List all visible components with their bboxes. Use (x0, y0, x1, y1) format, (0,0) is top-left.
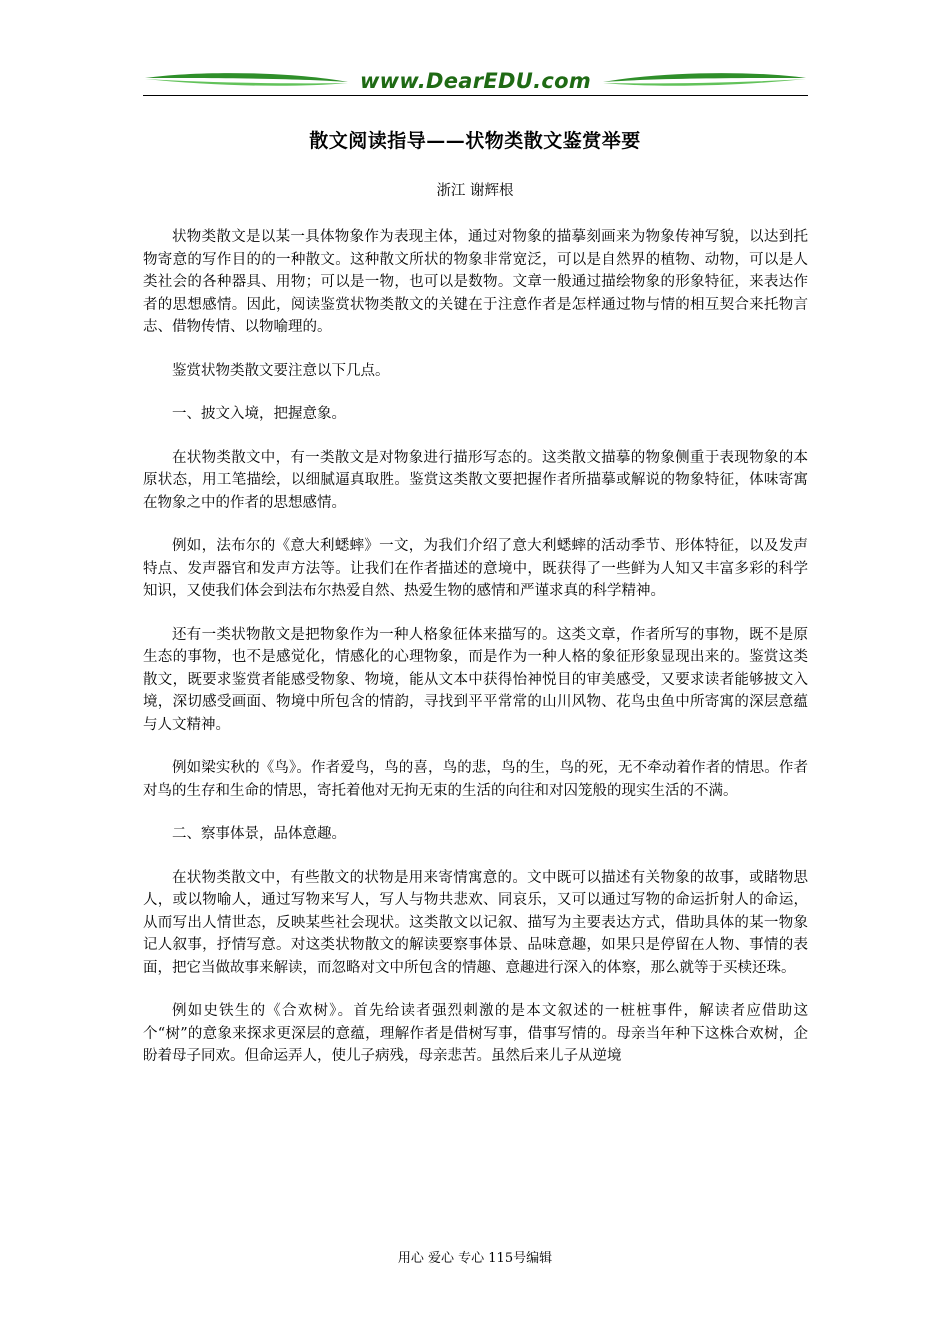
section-heading: 一、披文入境，把握意象。 (172, 406, 346, 422)
paragraph: 在状物类散文中，有些散文的状物是用来寄情寓意的。文中既可以描述有关物象的故事，或睹物思人，或以物喻人，通过写物来写人，写人与物共悲欢、同哀乐，又可以通过写物的命运折射人的命运，从而写出人情世态，反映某些社会现状。这类散文以记叙、描写为主要表达方式，借助具体的某一物象记人叙事，抒情写意。对这类状物散文的解读要察事体景、品味意趣，如果只是停留在人物、事情的表面，把它当做故事来解读，而忽略对文中所包含的情趣、意趣进行深入的体察，那么就等于买椟还珠。 (143, 869, 808, 976)
page-footer: 用心 爱心 专心 115号编辑 (397, 1251, 553, 1266)
paragraph: 在状物类散文中，有一类散文是对物象进行描形写态的。这类散文描摹的物象侧重于表现物象的本原状态，用工笔描绘，以细腻逼真取胜。鉴赏这类散文要把握作者所描摹或解说的物象特征，体味寄寓在物象之中的作者的思想感情。 (143, 449, 808, 511)
section-heading: 二、察事体景，品体意趣。 (172, 826, 346, 842)
paragraph: 例如，法布尔的《意大利蟋蟀》一文，为我们介绍了意大利蟋蟀的活动季节、形体特征，以及发声特点、发声器官和发声方法等。让我们在作者描述的意境中，既获得了一些鲜为人知又丰富多彩的科学知识，又使我们体会到法布尔热爱自然、热爱生物的感情和严谨求真的科学精神。 (143, 538, 808, 599)
site-header (143, 66, 808, 98)
article-body (143, 226, 808, 1089)
paragraph: 例如史铁生的《合欢树》。首先给读者强烈刺激的是本文叙述的一桩桩事件，解读者应借助这个“树”的意象来探求更深层的意蕴，理解作者是借树写事，借事写情的。母亲当年种下这株合欢树，企盼着母子同欢。但命运弄人，使儿子病残，母亲悲苦。虽然后来儿子从逆境 (143, 1003, 808, 1064)
site-logo: www.DearEDU.com (359, 69, 592, 93)
paragraph: 鉴赏状物类散文要注意以下几点。 (172, 362, 390, 379)
paragraph: 例如梁实秋的《鸟》。作者爱鸟，鸟的喜，鸟的悲，鸟的生，鸟的死，无不牵动着作者的情思。作者对鸟的生存和生命的情思，寄托着他对无拘无束的生活的向往和对囚笼般的现实生活的不满。 (143, 760, 808, 799)
paragraph: 状物类散文是以某一具体物象作为表现主体，通过对物象的描摹刻画来为物象传神写貌，以达到托物寄意的写作目的的一种散文。这种散文所状的物象非常宽泛，可以是自然界的植物、动物，可以是人类社会的各种器具、用物；可以是一物，也可以是数物。文章一般通过描绘物象的形象特征，来表达作者的思想感情。因此，阅读鉴赏状物类散文的关键在于注意作者是怎样通过物与情的相互契合来托物言志、借物传情、以物喻理的。 (143, 229, 808, 335)
paragraph: 还有一类状物散文是把物象作为一种人格象征体来描写的。这类文章，作者所写的事物，既不是原生态的事物，也不是感觉化，情感化的心理物象，而是作为一种人格的象征形象显现出来的。鉴赏这类散文，既要求鉴赏者能感受物象、物境，能从文本中获得怡神悦目的审美感受，又要求读者能够披文入境，深切感受画面、物境中所包含的情韵，寻找到平平常常的山川风物、花鸟虫鱼中所寄寓的深层意蕴与人文精神。 (143, 626, 808, 733)
article-author: 浙江 谢辉根 (436, 183, 514, 199)
article-title: 散文阅读指导——状物类散文鉴赏举要 (309, 130, 641, 152)
